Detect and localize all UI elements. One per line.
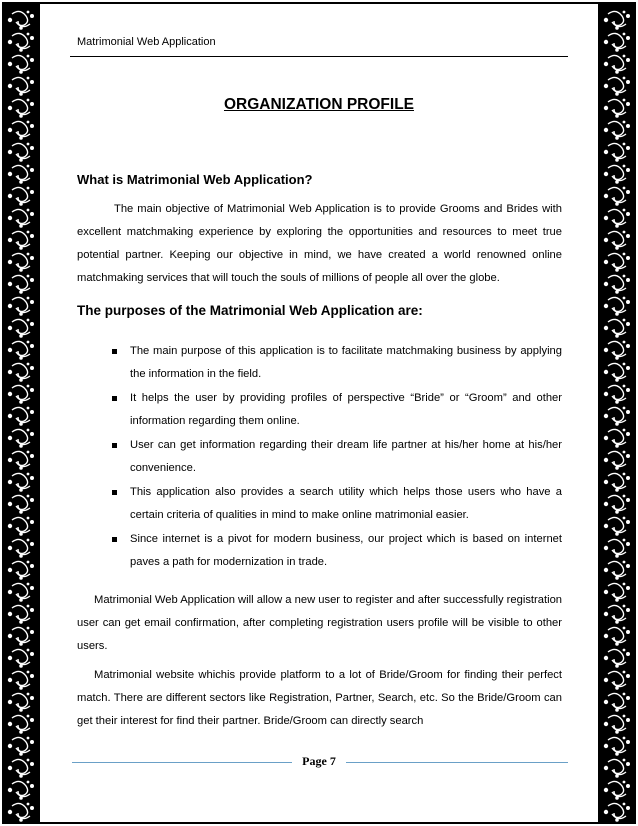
- ornament-motif: [604, 583, 630, 602]
- ornament-motif: [8, 539, 34, 558]
- ornament-motif: [604, 495, 630, 514]
- ornament-motif: [8, 693, 34, 712]
- ornament-motif: [604, 561, 630, 580]
- ornament-motif: [604, 671, 630, 690]
- ornament-motif: [8, 473, 34, 492]
- registration-paragraph: Matrimonial Web Application will allow a new user to register and after successfully registration user can get email confirmation, after completing registration users profile will be visible to other users.: [77, 594, 563, 652]
- ornament-motif: [8, 737, 34, 756]
- ornament-motif: [604, 253, 630, 272]
- ornament-motif: [604, 143, 630, 162]
- ornament-motif: [604, 341, 630, 360]
- list-item-text: The main purpose of this application is to facilitate matchmaking business by applying the information in the field.: [130, 345, 562, 380]
- page-title: [0, 96, 638, 114]
- ornament-motif: [604, 649, 630, 668]
- list-item: [112, 481, 562, 527]
- ornament-motif: [604, 165, 630, 184]
- list-item: [112, 528, 562, 574]
- ornament-motif: [8, 121, 34, 140]
- bullet-square-icon: [112, 443, 117, 448]
- ornament-motif: [8, 451, 34, 470]
- ornament-motif: [8, 803, 34, 822]
- ornament-motif: [604, 77, 630, 96]
- bullet-square-icon: [112, 396, 117, 401]
- list-item-text: Since internet is a pivot for modern business, our project which is based on internet paves a path for modernization in trade.: [130, 533, 562, 568]
- ornament-motif: [8, 33, 34, 52]
- ornament-motif: [604, 55, 630, 74]
- ornament-motif: [8, 605, 34, 624]
- ornament-motif: [8, 187, 34, 206]
- ornament-motif: [8, 165, 34, 184]
- section-heading-purposes: The purposes of the Matrimonial Web Application are:: [77, 303, 423, 318]
- ornament-motif: [8, 561, 34, 580]
- ornament-motif: [8, 649, 34, 668]
- purposes-list: [112, 340, 562, 575]
- ornament-motif: [604, 473, 630, 492]
- bullet-square-icon: [112, 537, 117, 542]
- ornament-motif: [8, 671, 34, 690]
- ornament-motif: [604, 539, 630, 558]
- ornament-motif: [8, 759, 34, 778]
- ornament-motif: [604, 715, 630, 734]
- page-title-text: ORGANIZATION PROFILE: [223, 96, 414, 113]
- ornament-motif: [8, 407, 34, 426]
- ornament-motif: [8, 627, 34, 646]
- ornament-motif: [8, 77, 34, 96]
- ornament-motif: [604, 781, 630, 800]
- running-header: Matrimonial Web Application: [77, 36, 216, 48]
- page-number: Page 7: [302, 754, 336, 768]
- ornament-motif: [8, 341, 34, 360]
- ornament-motif: [8, 495, 34, 514]
- ornament-motif: [8, 583, 34, 602]
- ornament-motif: [604, 693, 630, 712]
- ornament-motif: [604, 121, 630, 140]
- ornament-motif: [604, 803, 630, 822]
- border-top: [2, 2, 636, 4]
- ornament-motif: [8, 11, 34, 30]
- ornament-pattern-icon: [598, 4, 636, 822]
- ornament-motif: [8, 715, 34, 734]
- ornament-motif: [604, 11, 630, 30]
- decorative-border-left: [2, 4, 40, 822]
- ornament-motif: [8, 143, 34, 162]
- ornament-motif: [8, 297, 34, 316]
- platform-paragraph: Matrimonial website whichis provide platform to a lot of Bride/Groom for finding their perfect match. There are different sectors like Registration, Partner, Search, etc. So the Bride/Groom can get their interest for find their partner. Bride/Groom can directly search: [77, 669, 562, 727]
- list-item-text: User can get information regarding their dream life partner at his/her home at his/her convenience.: [130, 439, 562, 474]
- ornament-motif: [604, 275, 630, 294]
- ornament-motif: [604, 517, 630, 536]
- section-heading-what-is: What is Matrimonial Web Application?: [77, 172, 313, 187]
- ornament-motif: [604, 451, 630, 470]
- ornament-motif: [604, 231, 630, 250]
- ornament-motif: [604, 187, 630, 206]
- ornament-motif: [8, 363, 34, 382]
- ornament-motif: [604, 737, 630, 756]
- ornament-motif: [604, 759, 630, 778]
- ornament-pattern-icon: [2, 4, 40, 822]
- list-item: [112, 387, 562, 433]
- bullet-square-icon: [112, 349, 117, 354]
- footer-rule-left: [72, 762, 292, 763]
- ornament-motif: [604, 33, 630, 52]
- ornament-motif: [604, 363, 630, 382]
- ornament-motif: [604, 385, 630, 404]
- list-item-text: It helps the user by providing profiles of perspective “Bride” or “Groom” and other information regarding them online.: [130, 392, 562, 427]
- list-item: [112, 434, 562, 480]
- ornament-motif: [8, 319, 34, 338]
- ornament-motif: [604, 407, 630, 426]
- ornament-motif: [8, 781, 34, 800]
- ornament-motif: [604, 319, 630, 338]
- ornament-motif: [604, 605, 630, 624]
- ornament-motif: [604, 429, 630, 448]
- intro-paragraph: The main objective of Matrimonial Web Application is to provide Grooms and Brides with excellent matchmaking experience by exploring the opportunities and resources to meet true potential partner. Keeping our objective in mind, we have created a world renowned online matchmaking services that will touch the souls of millions of people all over the globe.: [77, 203, 562, 284]
- ornament-motif: [8, 253, 34, 272]
- ornament-motif: [604, 209, 630, 228]
- header-divider: [70, 56, 568, 57]
- ornament-motif: [8, 55, 34, 74]
- ornament-motif: [8, 275, 34, 294]
- ornament-motif: [8, 385, 34, 404]
- ornament-motif: [604, 627, 630, 646]
- border-bottom: [2, 822, 636, 824]
- list-item-text: This application also provides a search utility which helps those users who have a certain criteria of qualities in mind to make online matrimonial easier.: [130, 486, 562, 521]
- bullet-square-icon: [112, 490, 117, 495]
- ornament-motif: [8, 517, 34, 536]
- ornament-motif: [8, 231, 34, 250]
- decorative-border-right: [598, 4, 636, 822]
- list-item: [112, 340, 562, 386]
- ornament-motif: [8, 209, 34, 228]
- footer-rule-right: [346, 762, 568, 763]
- ornament-motif: [604, 297, 630, 316]
- ornament-motif: [8, 429, 34, 448]
